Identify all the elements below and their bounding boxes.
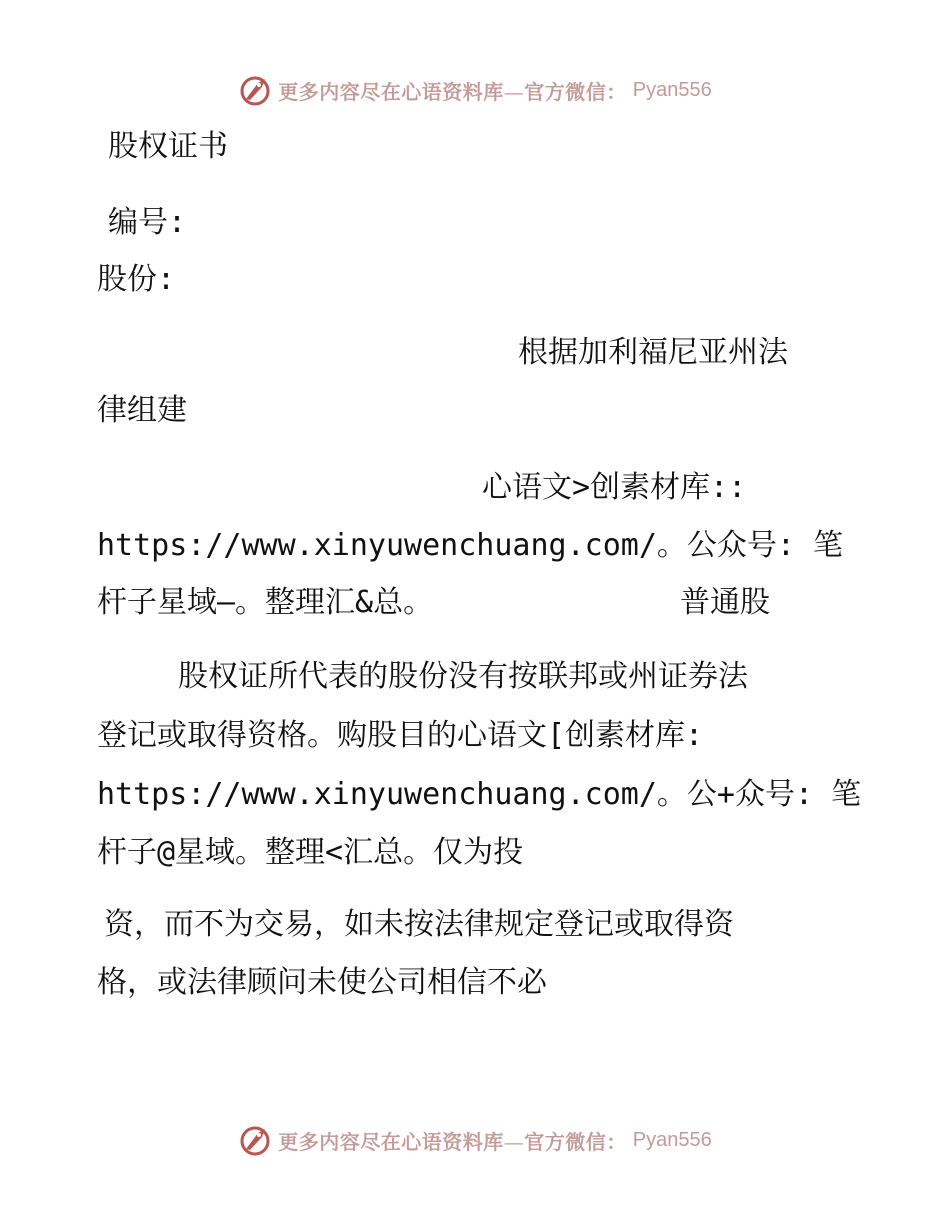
watermark-account: Pyan556: [632, 78, 712, 101]
watermark-banner-top: [0, 70, 950, 110]
watermark-banner-bottom: [0, 1120, 950, 1160]
text-line: 登记或取得资格。购股目的心语文[创素材库:: [97, 718, 704, 753]
pen-nib-circle-icon: [238, 73, 272, 107]
watermark-text: 更多内容尽在心语资料库—官方微信：: [278, 79, 627, 104]
document-title: 股权证书: [108, 129, 228, 164]
shares-label: 股份:: [97, 262, 176, 297]
watermark-account: Pyan556: [632, 1128, 712, 1151]
watermark-text: 更多内容尽在心语资料库—官方微信：: [278, 1129, 627, 1154]
text-line: 股权证所代表的股份没有按联邦或州证券法: [178, 659, 748, 694]
text-line: 杆子星域—。整理汇&总。: [97, 585, 434, 620]
stock-type: 普通股: [680, 585, 770, 620]
text-line: 资，而不为交易，如未按法律规定登记或取得资: [104, 907, 734, 942]
text-line: 杆子@星域。整理<汇总。仅为投: [97, 835, 524, 870]
text-line: 根据加利福尼亚州法: [518, 335, 788, 370]
text-line: https://www.xinyuwenchuang.com/。公+众号: 笔: [97, 777, 862, 812]
pen-nib-circle-icon: [238, 1123, 272, 1157]
text-line: 律组建: [97, 393, 187, 428]
text-line: 心语文>创素材库::: [482, 470, 747, 505]
number-label: 编号:: [108, 205, 187, 240]
text-line: https://www.xinyuwenchuang.com/。公众号: 笔: [97, 528, 844, 563]
text-line: 格，或法律顾问未使公司相信不必: [97, 965, 547, 1000]
